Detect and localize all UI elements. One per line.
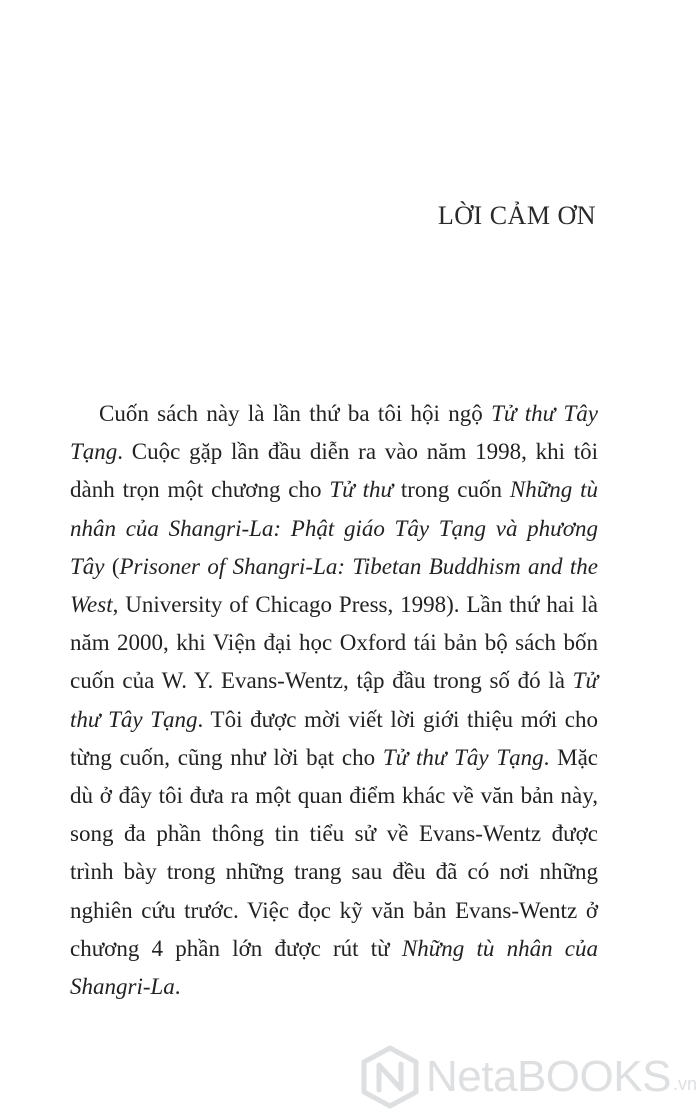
paragraph-text: Cuốn sách này là lần thứ ba tôi hội ngộ	[99, 401, 492, 426]
netabooks-logo-icon	[360, 1045, 420, 1109]
italic-title-text: Những tù nhân của Shangri-La	[70, 935, 599, 1000]
paragraph-text: . Tôi được mời viết lời giới thiệu mới cho từng cuốn, cũng như lời bạt cho	[70, 706, 598, 770]
watermark-suffix: .vn	[672, 1074, 697, 1094]
watermark	[360, 1045, 697, 1109]
italic-title-text: Tử thư	[329, 477, 394, 503]
paragraph-text: (	[104, 553, 120, 579]
italic-title-text: Tử thư Tây Tạng	[70, 401, 598, 465]
italic-title-text: Tử thư Tây Tạng	[382, 744, 544, 770]
paragraph-text: .	[174, 974, 181, 1000]
italic-title-text: Những tù nhân của Shangri-La: Phật giáo Tây Tạng và phương Tây	[70, 477, 598, 579]
paragraph-text: trong cuốn	[393, 477, 510, 503]
chapter-heading: LỜI CẢM ƠN	[437, 201, 596, 230]
italic-title-text: Prisoner of Shangri-La: Tibetan Buddhism and the West	[70, 553, 598, 618]
paragraph-text: . Mặc dù ở đây tôi đưa ra một quan điểm khác về văn bản này, song đa phần thông tin tiểu sử về Evans-Wentz được trình bày trong những trang sau đều đã có nơi những nghiên cứu trước. Việc đọc kỹ văn bản Evans-Wentz ở chương 4 phần lớn được rút từ	[70, 744, 598, 961]
paragraph-text: . Cuộc gặp lần đầu diễn ra vào năm 1998, khi tôi dành trọn một chương cho	[70, 439, 598, 503]
watermark-text: NetaBOOKS	[426, 1052, 671, 1101]
body-paragraph	[70, 395, 598, 1006]
italic-title-text: Tử thư Tây Tạng	[70, 668, 598, 732]
paragraph-text: , University of Chicago Press, 1998). Lần thứ hai là năm 2000, khi Viện đại học Oxford tái bản bộ sách bốn cuốn của W. Y. Evans-Wentz, tập đầu trong số đó là	[70, 592, 598, 694]
